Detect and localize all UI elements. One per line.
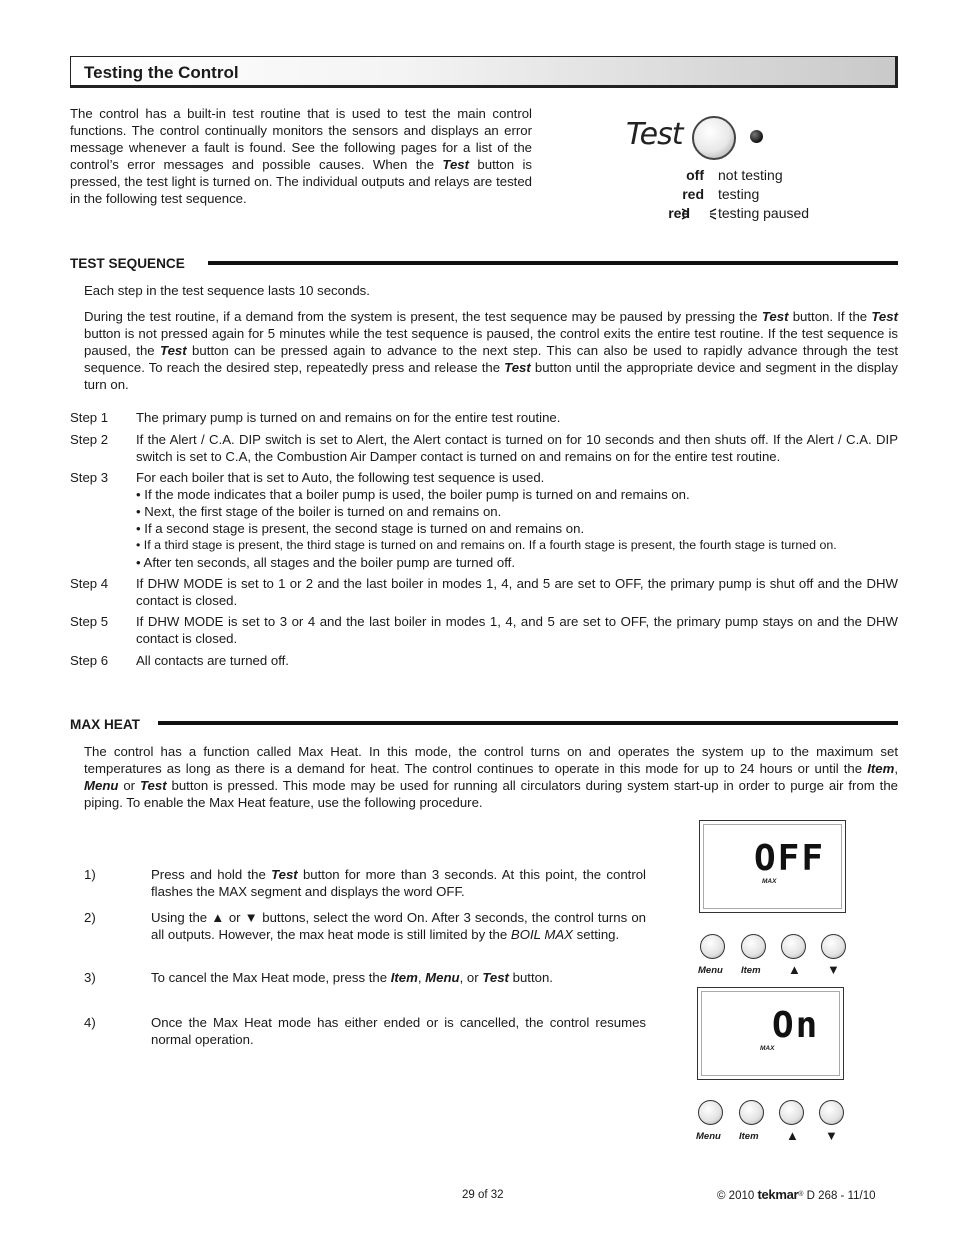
down-button[interactable] [819,1100,844,1125]
step-text: If DHW MODE is set to 1 or 2 and the last boiler in modes 1, 4, and 5 are set to OFF, the primary pump is shut off and the DHW contact is closed. [136,576,898,608]
legend-key-red: red [682,186,704,202]
list-item: • If the mode indicates that a boiler pump is used, the boiler pump is turned on and remains on. [136,487,690,502]
heading-rule [158,721,898,725]
procedure-text: Once the Max Heat mode has either ended or is cancelled, the control resumes normal operation. [151,1015,646,1047]
step-text: For each boiler that is set to Auto, the following test sequence is used. • If the mode indicates that a boiler pump is used, the boiler pump is turned on and remains on. • Next, the first stage of the boiler is turned on and remains on. • If a second stage is present, the second stage is turned on and remains on. • If a third stage is present, the third stage is turned on and remains on. If a fourth stage is present, the fourth stage is turned on. • After ten seconds, all stages and the boiler pump are turned off. [136,469,898,571]
item-button[interactable] [739,1100,764,1125]
procedure-number: 3) [84,970,96,985]
legend-value-testing: testing [718,186,760,202]
procedure-text: Using the ▲ or ▼ buttons, select the word On. After 3 seconds, the control turns on all outputs. However, the max heat mode is still limited by the BOIL MAX setting. [151,910,646,942]
test-sequence-paragraph: During the test routine, if a demand from the system is present, the test sequence may be paused by pressing the Test button. If the Test button is not pressed again for 5 minutes while the test sequence is paused, the control exits the entire test routine. If the test sequence is paused, the Test button can be pressed again to advance to the next step. This can also be used to rapidly advance through the test sequence. To reach the desired step, repeatedly press and release the Test button until the appropriate device and segment in the display turn on. [84,309,898,392]
step-label: Step 2 [70,432,109,447]
step-label: Step 4 [70,576,109,591]
legend-key-off: off [686,167,704,183]
list-item: • If a third stage is present, the third stage is turned on and remains on. If a fourth stage is present, the fourth stage is turned on. [136,538,837,552]
list-item: • If a second stage is present, the second stage is turned on and remains on. [136,521,585,536]
max-segment: MAX [760,1045,775,1052]
test-button[interactable] [692,116,736,160]
step-text: All contacts are turned off. [136,653,289,668]
max-segment: MAX [762,878,777,885]
brand-logo: tekmar [757,1187,799,1202]
step-label: Step 6 [70,653,109,668]
legend-value-off: not testing [718,167,783,183]
menu-label: Menu [696,1131,721,1142]
lcd-segment-text: On [772,1005,820,1046]
page-number: 29 of 32 [462,1189,504,1201]
step-label: Step 5 [70,614,109,629]
step-label: Step 1 [70,410,109,425]
step-text: If the Alert / C.A. DIP switch is set to Alert, the Alert contact is turned on for 10 seconds and then shuts off. If the Alert / C.A. DIP switch is set to C.A, the Combustion Air Damper contact is turned on and remains on for the entire test routine. [136,432,898,464]
up-button[interactable] [781,934,806,959]
step-label: Step 3 [70,470,109,485]
heading-rule [208,261,898,265]
max-heat-paragraph: The control has a function called Max Heat. In this mode, the control turns on and operates the system up to the maximum set temperatures as long as there is a demand for heat. The control continues to operate in this mode for up to 24 hours or until the Item, Menu or Test button is pressed. This mode may be used for running all circulators during system start-up in order to purge air from the piping. To enable the Max Heat feature, use the following procedure. [84,744,898,810]
up-button[interactable] [779,1100,804,1125]
test-label: Test [626,117,683,152]
procedure-number: 4) [84,1015,96,1030]
item-button[interactable] [741,934,766,959]
test-light-icon [750,130,763,143]
intro-paragraph: The control has a built-in test routine that is used to test the main control functions. The control continually monitors the sensors and displays an error message whenever a fault is found. See the following pages for a list of the control’s error messages and possible causes. When the Test button is pressed, the test light is turned on. The individual outputs and relays are tested in the following test sequence. [70,106,532,206]
menu-button[interactable] [698,1100,723,1125]
legend-value-paused: testing paused [718,205,810,221]
down-arrow-icon: ▼ [827,962,840,977]
item-label: Item [739,1131,759,1142]
footer-copyright: © 2010 tekmar® D 268 - 11/10 [717,1187,876,1202]
down-button[interactable] [821,934,846,959]
list-item: • Next, the first stage of the boiler is turned on and remains on. [136,504,502,519]
test-sequence-heading: TEST SEQUENCE [70,256,185,271]
procedure-number: 1) [84,867,96,882]
section-header [70,56,898,88]
list-item: • After ten seconds, all stages and the boiler pump are turned off. [136,555,515,570]
procedure-number: 2) [84,910,96,925]
lcd-display-off [699,820,846,913]
step-text: If DHW MODE is set to 3 or 4 and the last boiler in modes 1, 4, and 5 are set to OFF, the primary pump stays on and the DHW contact is closed. [136,614,898,646]
lcd-display-on [697,987,844,1080]
step-text: The primary pump is turned on and remains on for the entire test routine. [136,410,561,425]
page-title: Testing the Control [84,63,239,82]
up-arrow-icon: ▲ [788,962,801,977]
flash-right-icon [708,207,717,221]
menu-button[interactable] [700,934,725,959]
up-arrow-icon: ▲ [786,1128,799,1143]
lcd-segment-text: OFF [754,838,826,879]
test-panel [626,110,886,230]
test-sequence-intro: Each step in the test sequence lasts 10 seconds. [84,283,370,298]
legend-key-red-flash: red [668,205,690,221]
max-heat-heading: MAX HEAT [70,717,140,732]
procedure-text: Press and hold the Test button for more than 3 seconds. At this point, the control flashes the MAX segment and displays the word OFF. [151,867,646,899]
menu-label: Menu [698,965,723,976]
item-label: Item [741,965,761,976]
procedure-text: To cancel the Max Heat mode, press the Item, Menu, or Test button. [151,970,553,985]
down-arrow-icon: ▼ [825,1128,838,1143]
